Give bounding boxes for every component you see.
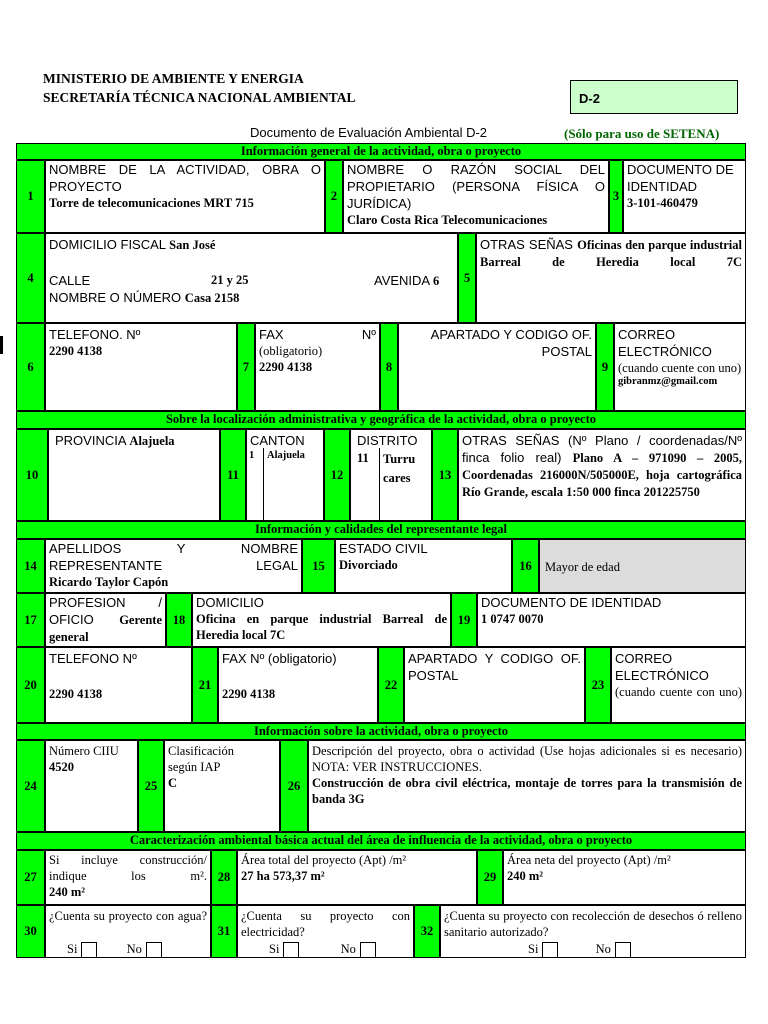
waste-question-cell — [440, 905, 746, 958]
canton-label: CANTON — [250, 433, 305, 448]
field-number-11: 11 — [220, 429, 246, 521]
representative-phone-label: TELEFONO Nº — [49, 651, 137, 666]
secretariat-title: SECRETARÍA TÉCNICA NACIONAL AMBIENTAL — [43, 90, 356, 105]
profession-label: PROFESION / OFICIO — [49, 595, 162, 627]
representative-name-cell[interactable] — [45, 539, 302, 593]
avenue-label: AVENIDA — [374, 273, 430, 288]
district-code: 11 — [357, 451, 369, 465]
water-yes-checkbox[interactable] — [81, 942, 97, 958]
waste-question-label: ¿Cuenta su proyecto con recolección de desechos ó relleno sanitario autorizado? — [444, 909, 742, 939]
total-area-label: Área total del proyecto (Apt) /m² — [241, 853, 407, 867]
activity-name-label: NOMBRE DE LA ACTIVIDAD, OBRA O PROYECTO — [49, 162, 321, 194]
margin-marker — [0, 336, 3, 354]
field-number-24: 24 — [16, 740, 45, 832]
canton-code: 1 — [249, 450, 255, 461]
field-number-18: 18 — [166, 593, 192, 647]
iap-classification-value: C — [168, 776, 178, 790]
representative-id-value: 1 0747 0070 — [481, 612, 544, 626]
ciiu-label: Número CIIU — [49, 744, 119, 758]
electricity-yes-checkbox[interactable] — [283, 942, 299, 958]
field-number-27: 27 — [16, 850, 45, 905]
canton-cell[interactable] — [246, 429, 324, 521]
civil-status-value: Divorciado — [339, 558, 398, 572]
section-bar-activity: Información sobre la actividad, obra o proyecto — [16, 723, 746, 740]
field-number-15: 15 — [302, 539, 335, 593]
water-question-label: ¿Cuenta su proyecto con agua? — [49, 909, 207, 923]
field-number-32: 32 — [414, 905, 440, 958]
province-label: PROVINCIA — [55, 433, 126, 448]
representative-phone-cell[interactable] — [45, 647, 192, 723]
profession-cell[interactable] — [45, 593, 166, 647]
owner-id-cell[interactable] — [623, 160, 746, 233]
field-number-14: 14 — [16, 539, 45, 593]
house-number-label: NOMBRE O NÚMERO — [49, 290, 182, 305]
fax-cell[interactable] — [255, 323, 380, 411]
net-area-cell[interactable] — [503, 850, 746, 905]
street-label: CALLE — [49, 273, 91, 288]
section-bar-environment: Caracterización ambiental básica actual del área de influencia de la actividad, obra o proyecto — [16, 832, 746, 850]
civil-status-label: ESTADO CIVIL — [339, 541, 428, 556]
project-description-value: Construcción de obra civil eléctrica, montaje de torres para la transmisión de banda 3G — [312, 776, 742, 806]
field-number-10: 10 — [16, 429, 48, 521]
representative-fax-value: 2290 4138 — [222, 687, 276, 701]
owner-name-label: NOMBRE O RAZÓN SOCIAL DEL PROPIETARIO (PERSONA FÍSICA O JURÍDICA) — [347, 162, 605, 211]
field-number-8: 8 — [380, 323, 398, 411]
field-number-25: 25 — [138, 740, 164, 832]
representative-id-label: DOCUMENTO DE IDENTIDAD — [481, 595, 662, 610]
section-bar-general: Información general de la actividad, obra o proyecto — [16, 143, 746, 160]
waste-no-checkbox[interactable] — [615, 942, 631, 958]
email-cell[interactable] — [614, 323, 746, 411]
representative-fax-label: FAX Nº (obligatorio) — [222, 651, 337, 666]
telephone-label: TELEFONO. Nº — [49, 327, 141, 342]
field-number-3: 3 — [609, 160, 623, 233]
net-area-label: Área neta del proyecto (Apt) /m² — [507, 853, 671, 867]
province-cell[interactable] — [48, 429, 220, 521]
other-address-cell[interactable] — [476, 233, 746, 323]
ciiu-value: 4520 — [49, 760, 74, 774]
representative-postal-cell[interactable] — [404, 647, 585, 723]
age-status-cell — [539, 539, 746, 593]
fax-label: FAX Nº — [259, 327, 376, 342]
waste-yes-label: Si — [528, 942, 539, 956]
representative-email-note: (cuando cuente con uno) — [615, 685, 742, 699]
water-no-label: No — [126, 942, 142, 956]
district-value: Turru cares — [383, 452, 416, 485]
profession-value: Gerente general — [49, 613, 162, 644]
field-number-21: 21 — [192, 647, 218, 723]
owner-id-label: DOCUMENTO DE IDENTIDAD — [627, 162, 734, 194]
other-address-label: OTRAS SEÑAS — [480, 237, 573, 252]
document-title: Documento de Evaluación Ambiental D-2 — [250, 125, 488, 140]
electricity-no-checkbox[interactable] — [360, 942, 376, 958]
location-details-label: OTRAS SEÑAS (Nº Plano / coordenadas/Nº finca folio real) — [462, 433, 742, 465]
representative-phone-value: 2290 4138 — [49, 687, 103, 701]
field-number-12: 12 — [324, 429, 350, 521]
field-number-22: 22 — [378, 647, 404, 723]
field-number-1: 1 — [16, 160, 45, 233]
representative-name-value: Ricardo Taylor Capón — [49, 575, 169, 589]
electricity-no-label: No — [340, 942, 356, 956]
owner-id-value: 3-101-460479 — [627, 196, 698, 210]
field-number-23: 23 — [585, 647, 611, 723]
email-label: CORREO ELECTRÓNICO — [618, 327, 712, 359]
ciiu-cell[interactable] — [45, 740, 138, 832]
waste-no-label: No — [595, 942, 611, 956]
fiscal-address-label: DOMICILIO FISCAL — [49, 237, 166, 252]
section-bar-location: Sobre la localización administrativa y geográfica de la actividad, obra o proyecto — [16, 411, 746, 429]
section-bar-representative: Información y calidades del representante legal — [16, 521, 746, 539]
waste-yes-checkbox[interactable] — [542, 942, 558, 958]
field-number-13: 13 — [432, 429, 458, 521]
field-number-29: 29 — [477, 850, 503, 905]
construction-area-value: 240 m² — [49, 885, 86, 899]
representative-address-cell[interactable] — [192, 593, 451, 647]
postal-box-cell[interactable] — [398, 323, 596, 411]
representative-fax-cell[interactable] — [218, 647, 378, 723]
field-number-7: 7 — [237, 323, 255, 411]
construction-area-cell[interactable] — [45, 850, 211, 905]
fiscal-address-cell[interactable] — [45, 233, 458, 323]
setena-note: (Sólo para uso de SETENA) — [564, 126, 720, 141]
electricity-yes-label: Si — [269, 942, 280, 956]
field-number-17: 17 — [16, 593, 45, 647]
canton-value: Alajuela — [267, 450, 305, 461]
iap-classification-label: Clasificación según IAP — [168, 744, 234, 774]
representative-email-cell[interactable] — [611, 647, 746, 723]
representative-name-label: APELLIDOS Y NOMBRE REPRESENTANTE LEGAL — [49, 541, 298, 573]
civil-status-cell[interactable] — [335, 539, 512, 593]
project-description-cell[interactable] — [308, 740, 746, 832]
field-number-6: 6 — [16, 323, 45, 411]
telephone-cell[interactable] — [45, 323, 237, 411]
electricity-question-cell — [237, 905, 414, 958]
fiscal-address-value: San José — [169, 238, 216, 252]
water-no-checkbox[interactable] — [146, 942, 162, 958]
field-number-2: 2 — [325, 160, 343, 233]
representative-postal-label: APARTADO Y CODIGO OF. POSTAL — [408, 651, 581, 683]
water-yes-label: Si — [67, 942, 78, 956]
age-status-value: Mayor de edad — [545, 560, 620, 574]
ministry-title: MINISTERIO DE AMBIENTE Y ENERGIA — [43, 71, 304, 86]
total-area-value: 27 ha 573,37 m² — [241, 869, 325, 883]
field-number-9: 9 — [596, 323, 614, 411]
field-number-4: 4 — [16, 233, 45, 323]
field-number-31: 31 — [211, 905, 237, 958]
field-number-30: 30 — [16, 905, 45, 958]
telephone-value: 2290 4138 — [49, 344, 103, 358]
field-number-16: 16 — [512, 539, 539, 593]
fax-note: (obligatorio) — [259, 344, 323, 358]
form-code-box: D-2 — [570, 80, 738, 114]
project-description-label: Descripción del proyecto, obra o actividad (Use hojas adicionales si es necesario) NOTA: VER INSTRUCCIONES. — [312, 744, 742, 774]
representative-address-value: Oficina en parque industrial Barreal de Heredia local 7C — [196, 612, 447, 642]
construction-area-label: Si incluye construcción/ indique los m². — [49, 853, 207, 883]
location-details-value: Plano A – 971090 – 2005, Coordenadas 216000N/505000E, hoja cartográfica Río Grande, escala 1:50 000 finca 201225750 — [462, 451, 742, 499]
owner-name-cell[interactable] — [343, 160, 609, 233]
house-number-value: Casa 2158 — [184, 291, 240, 305]
other-address-value: Oficinas den parque industrial Barreal de Heredia local 7C — [480, 238, 742, 269]
field-number-20: 20 — [16, 647, 45, 723]
field-number-19: 19 — [451, 593, 477, 647]
iap-classification-cell[interactable] — [164, 740, 280, 832]
field-number-5: 5 — [458, 233, 476, 323]
email-note: (cuando cuente con uno) — [618, 361, 742, 375]
postal-box-label: APARTADO Y CODIGO OF. POSTAL — [430, 327, 592, 359]
total-area-cell[interactable] — [237, 850, 477, 905]
fax-value: 2290 4138 — [259, 360, 313, 374]
district-cell[interactable] — [350, 429, 432, 521]
field-number-26: 26 — [280, 740, 308, 832]
activity-name-cell[interactable] — [45, 160, 325, 233]
net-area-value: 240 m² — [507, 869, 544, 883]
representative-id-cell[interactable] — [477, 593, 746, 647]
electricity-question-label: ¿Cuenta su proyecto con electricidad? — [241, 909, 410, 939]
field-number-28: 28 — [211, 850, 237, 905]
activity-name-value: Torre de telecomunicaciones MRT 715 — [49, 196, 254, 210]
street-value: 21 y 25 — [211, 273, 249, 287]
district-label: DISTRITO — [357, 433, 418, 448]
province-value: Alajuela — [129, 434, 175, 448]
representative-address-label: DOMICILIO — [196, 595, 264, 610]
owner-name-value: Claro Costa Rica Telecomunicaciones — [347, 213, 548, 227]
email-value: gibranmz@gmail.com — [618, 376, 718, 387]
representative-email-label: CORREO ELECTRÓNICO — [615, 651, 709, 683]
location-details-cell[interactable] — [458, 429, 746, 521]
avenue-value: 6 — [433, 274, 440, 288]
water-question-cell — [45, 905, 211, 958]
